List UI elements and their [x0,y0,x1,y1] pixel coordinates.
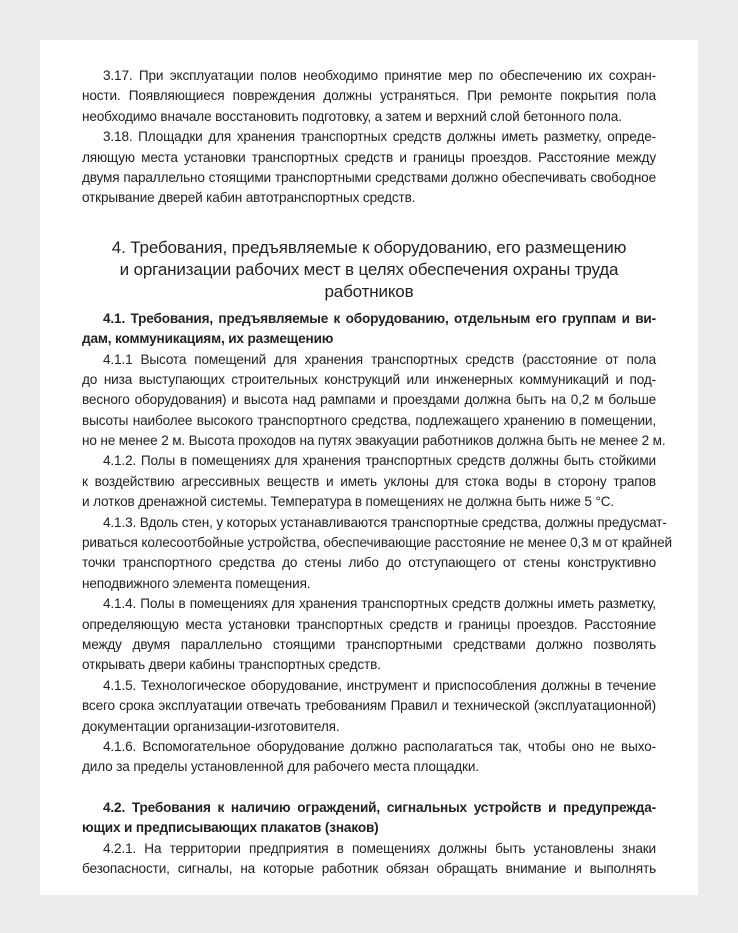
text-line: ности. Появляющиеся повреждения должны устраняться. При ремонте покрытия пола [82,88,656,104]
heading-line: 4.2. Требования к наличию ограждений, сигнальных устройств и предупрежда- [103,799,656,815]
text-line: 4.1.4. Полы в помещениях для хранения транспортных средств должны иметь разметку, [103,596,656,612]
text-line: 4.1.1 Высота помещений для хранения транспортных средств (расстояние от пола [103,351,656,367]
heading-line: работников [324,281,414,301]
heading-line: ющих и предписывающих плакатов (знаков) [82,820,379,836]
paragraph-4-1-1 [82,350,666,452]
section-4-heading [82,237,656,303]
text-line: всего срока эксплуатации отвечать требованиям Правил и технической (эксплуатационной) [82,698,656,714]
text-line: необходимо вначале восстановить подготовку, а затем и верхний слой бетонного пола. [82,108,622,124]
text-line: 4.1.3. Вдоль стен, у которых устанавливаются транспортные средства, должны предусмат- [103,514,667,530]
text-line: безопасности, сигналы, на которые работник обязан обращать внимание и выполнять [82,860,656,876]
paragraph-4-2-1 [82,839,656,880]
paragraph-4-1-4 [82,594,656,676]
heading-line: и организации рабочих мест в целях обеспечения охраны труда [119,259,619,279]
text-line: неподвижного элемента помещения. [82,575,311,591]
text-line: 4.2.1. На территории предприятия в помещениях должны быть установлены знаки [103,840,656,856]
paragraph-4-1-2 [82,451,656,512]
text-line: 3.18. Площадки для хранения транспортных средств должны иметь разметку, опреде- [103,129,656,145]
text-line: дило за пределы установленной для рабочего места площадки. [82,759,479,775]
heading-line: 4.1. Требования, предъявляемые к оборудованию, отдельным его группам и ви- [103,310,656,326]
subsection-4-1-heading [82,309,656,350]
text-line: определяющую места установки транспортных средств и границы проездов. Расстояние [82,616,656,632]
document-page [40,40,698,895]
text-line: и лотков дренажной системы. Температура в помещениях не должна быть ниже 5 °C. [82,494,615,510]
text-line: точки транспортного средства до стены либо до отступающего от стены конструктивно [82,555,656,571]
paragraph-4-1-3 [82,513,672,595]
text-line: высоты наиболее высокого транспортного средства, подлежащего хранению в помещении, [82,412,656,428]
heading-line: дам, коммуникациям, их размещению [82,331,334,347]
text-line: ляющую места установки транспортных средств и границы проездов. Расстояние между [82,149,656,165]
heading-line: 4. Требования, предъявляемые к оборудованию, его размещению [111,237,627,257]
text-line: но не менее 2 м. Высота проходов на путях эвакуации работников должна быть не менее 2 м. [82,433,666,449]
text-line: между двумя параллельно стоящими транспортными средствами должно позволять [82,636,656,652]
text-line: до низа выступающих строительных конструкций или инженерных коммуникаций и под- [82,371,656,387]
text-line: риваться колесоотбойные устройства, обеспечивающие расстояние не менее 0,3 м от крайней [82,535,672,551]
paragraph-4-1-5 [82,676,656,737]
text-line: весного оборудования) и высота над рампами и проездами должна быть на 0,2 м больше [82,392,656,408]
text-line: 4.1.5. Технологическое оборудование, инструмент и приспособления должны в течение [103,677,656,693]
paragraph-4-1-6 [82,737,656,778]
text-line: 4.1.2. Полы в помещениях для хранения транспортных средств должны быть стойкими [103,453,656,469]
paragraph-3-18 [82,127,656,209]
text-line: открывание дверей кабин автотранспортных средств. [82,190,416,206]
text-line: 4.1.6. Вспомогательное оборудование должно располагаться так, чтобы оно не выхо- [103,738,656,754]
paragraph-3-17 [82,66,656,127]
text-line: документации организации-изготовителя. [82,718,340,734]
text-line: 3.17. При эксплуатации полов необходимо принятие мер по обеспечению их сохран- [103,68,656,83]
subsection-4-2-heading [82,798,656,839]
text-line: открывать двери кабины транспортных средств. [82,657,381,673]
document-content [82,66,672,879]
text-line: двумя параллельно стоящими транспортными средствами должно обеспечивать свободное [82,169,656,185]
spacer [82,778,656,798]
text-line: к воздействию агрессивных веществ и иметь уклоны для стока воды в сторону трапов [82,473,656,489]
